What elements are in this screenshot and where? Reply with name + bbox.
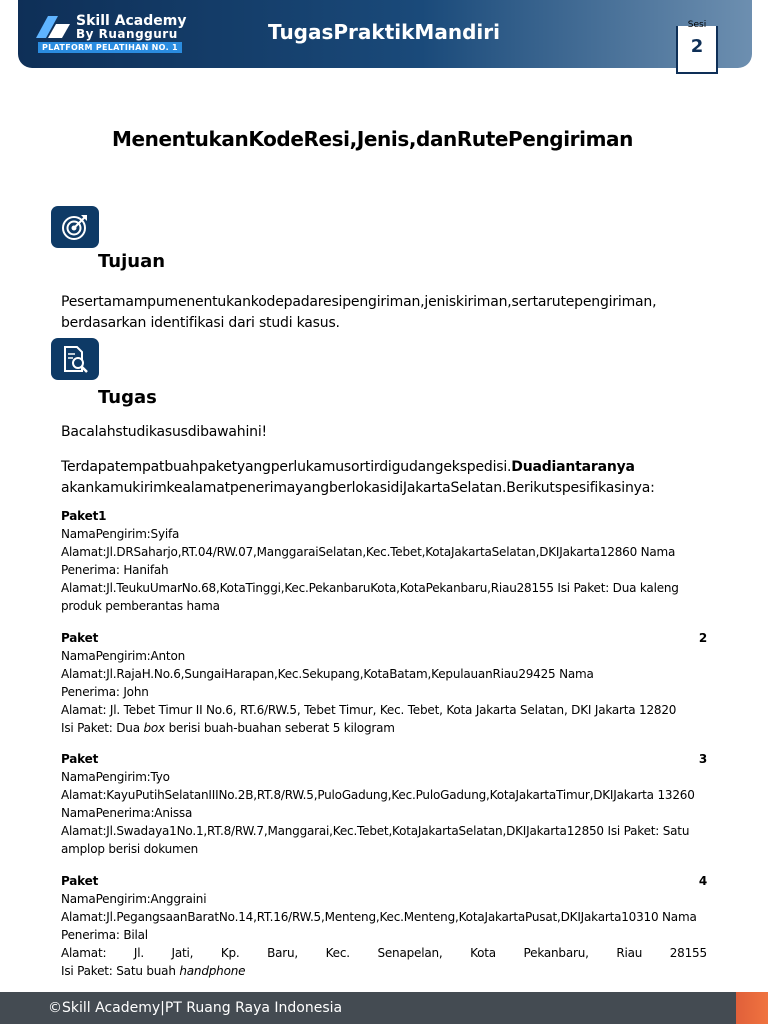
session-label: Sesi <box>687 20 707 30</box>
package-4 <box>61 872 707 980</box>
package-line: NamaPengirim:Tyo <box>61 770 170 784</box>
tugas-description <box>61 457 711 499</box>
brand-name: Skill Academy <box>76 13 187 29</box>
package-number: 2 <box>698 631 707 645</box>
tugas-intro: Bacalahstudikasusdibawahini! <box>61 424 267 440</box>
brand-byline: By Ruangguru <box>76 27 178 41</box>
package-title: Paket <box>61 631 99 645</box>
package-line: Alamat: Jl. Tebet Timur II No.6, RT.6/RW.5, Tebet Timur, Kec. Tebet, Kota Jakarta Selatan, DKI Jakarta 12820 <box>61 703 677 717</box>
package-2 <box>61 629 707 737</box>
package-title: Paket <box>61 874 99 888</box>
package-3 <box>61 750 707 858</box>
header-banner <box>18 0 752 68</box>
brand-tagline: PLATFORM PELATIHAN NO. 1 <box>38 42 182 53</box>
package-1 <box>61 507 707 615</box>
tugas-line: akankamukirimkealamatpenerimayangberlokasidiJakartaSelatan.Berikutspesifikasinya: <box>61 480 655 496</box>
package-line: Alamat:Jl.PegangsaanBaratNo.14,RT.16/RW.5,Menteng,Kec.Menteng,KotaJakartaPusat,DKIJakarta10310 Nama <box>61 910 697 924</box>
header-title: TugasPraktikMandiri <box>268 20 500 44</box>
package-line: NamaPengirim:Syifa <box>61 527 180 541</box>
package-line: NamaPenerima:Anissa <box>61 806 193 820</box>
package-line: produk pemberantas hama <box>61 599 220 613</box>
footer-accent <box>736 992 768 1024</box>
package-line: Alamat:Jl.DRSaharjo,RT.04/RW.07,ManggaraiSelatan,Kec.Tebet,KotaJakartaSelatan,DKIJakarta12860 Nama <box>61 545 676 559</box>
package-contents: Isi Paket: Dua box berisi buah-buahan seberat 5 kilogram <box>61 721 395 735</box>
tujuan-line: berdasarkan identifikasi dari studi kasus. <box>61 315 340 331</box>
footer-copyright: ©Skill Academy|PT Ruang Raya Indonesia <box>48 1000 343 1016</box>
package-line: NamaPengirim:Anton <box>61 649 185 663</box>
package-line: amplop berisi dokumen <box>61 842 199 856</box>
tugas-line: Terdapatempatbuahpaketyangperlukamusortirdigudangekspedisi. <box>61 459 512 475</box>
tugas-line-bold: Duadiantaranya <box>511 459 635 475</box>
package-line: Penerima: John <box>61 685 149 699</box>
session-badge <box>676 20 718 74</box>
document-search-icon <box>51 338 99 380</box>
package-line: Penerima: Bilal <box>61 928 148 942</box>
target-icon <box>51 206 99 248</box>
package-line: Alamat:Jl.RajaH.No.6,SungaiHarapan,Kec.Sekupang,KotaBatam,KepulauanRiau29425 Nama <box>61 667 594 681</box>
package-line: NamaPengirim:Anggraini <box>61 892 207 906</box>
skill-academy-logo-icon <box>36 16 70 38</box>
package-title: Paket <box>61 752 99 766</box>
package-contents: Isi Paket: Satu buah handphone <box>61 964 246 978</box>
tujuan-line: Pesertamampumenentukankodepadaresipengiriman,jeniskiriman,sertarutepengiriman, <box>61 294 657 310</box>
session-number: 2 <box>690 36 704 57</box>
package-number: 3 <box>698 752 707 766</box>
package-line: Alamat:Jl.Swadaya1No.1,RT.8/RW.7,Manggarai,Kec.Tebet,KotaJakartaSelatan,DKIJakarta12850 Isi Paket: Satu <box>61 824 690 838</box>
page-title: MenentukanKodeResi,Jenis,danRutePengiriman <box>112 127 633 151</box>
footer-bar <box>0 992 768 1024</box>
package-line: Alamat:Jl.TeukuUmarNo.68,KotaTinggi,Kec.PekanbaruKota,KotaPekanbaru,Riau28155 Isi Paket: Dua kaleng <box>61 581 679 595</box>
package-line: Penerima: Hanifah <box>61 563 169 577</box>
tujuan-text <box>61 292 711 334</box>
package-number: 4 <box>698 874 707 888</box>
tugas-heading: Tugas <box>98 387 157 408</box>
package-line: Alamat:KayuPutihSelatanIIINo.2B,RT.8/RW.5,PuloGadung,Kec.PuloGadung,KotaJakartaTimur,DKIJakarta 13260 <box>61 788 695 802</box>
package-address-justified: Alamat: Jl. Jati, Kp. Baru, Kec. Senapelan, Kota Pekanbaru, Riau 28155 <box>61 946 707 960</box>
tujuan-heading: Tujuan <box>98 251 166 272</box>
package-title: Paket1 <box>61 509 107 523</box>
